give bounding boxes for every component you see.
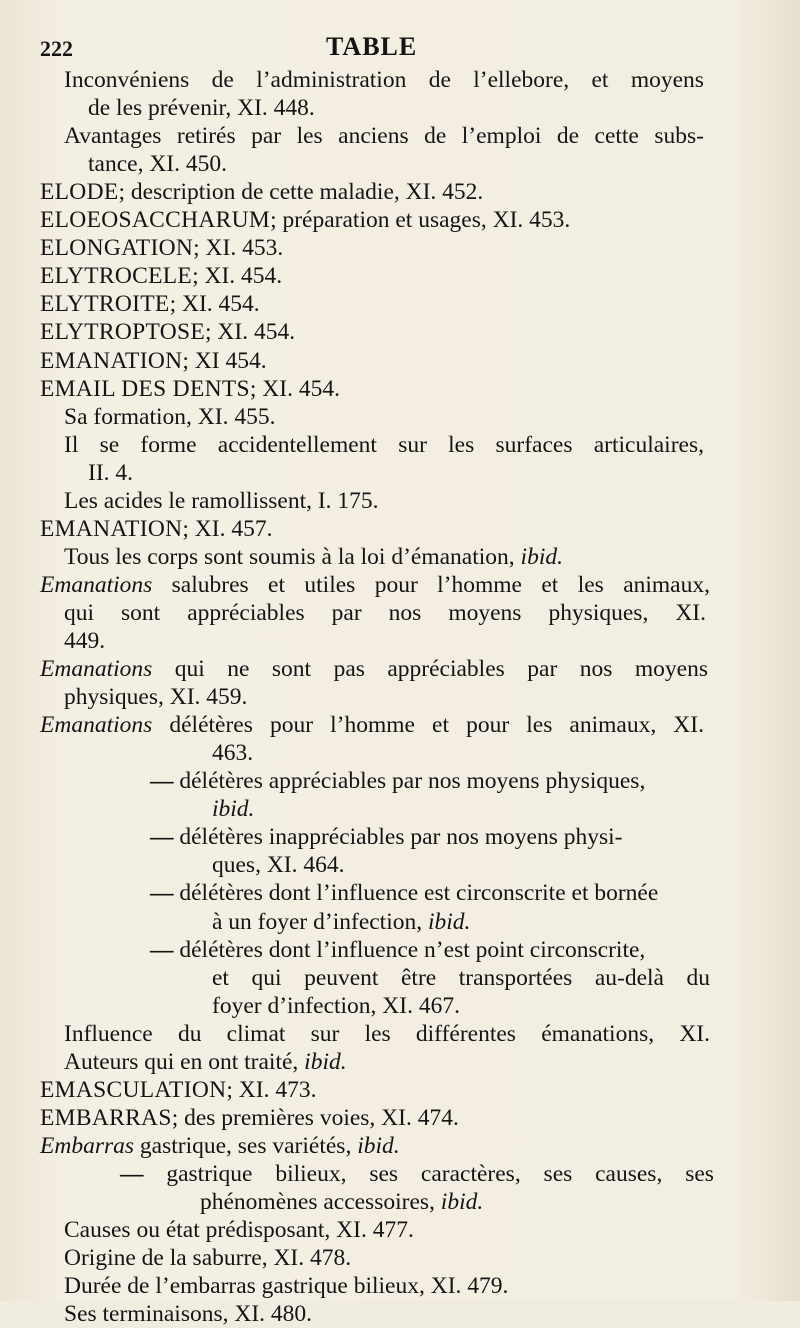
index-line [88,459,133,487]
entry-heading: ELYTROITE [40,291,170,318]
line-text: de [556,123,580,150]
line-text: gastrique [166,1160,253,1187]
index-line [150,767,645,795]
index-line [212,908,470,936]
line-text: sont [121,599,161,626]
entry-heading: EMAIL DES DENTS [40,375,250,402]
line-text: délétères appréciables par nos moyens physiques, [179,768,646,795]
italic-text: ibid. [304,1048,347,1075]
line-text: ; XI. 454. [192,263,283,290]
line-text: physiques, [548,599,649,626]
line-text: Causes ou état prédisposant, XI. 477. [64,1217,414,1244]
line-text: du [177,1020,202,1047]
line-text: XI. [673,712,704,739]
index-line [40,655,708,683]
line-text: Ses terminaisons, XI. 480. [64,1301,313,1328]
index-line [64,403,275,431]
italic-text: Emanations [40,712,153,739]
entry-heading: ELYTROPTOSE [40,319,206,346]
line-text: les [296,123,323,150]
dash-marker: — [150,936,180,963]
line-text: appréciables [187,599,305,626]
line-text: pour [269,712,314,739]
index-line [88,150,227,178]
index-line [40,375,340,403]
line-text: ; XI. 454. [249,375,340,402]
line-text: retirés [176,123,236,150]
line-text: et [541,571,559,598]
line-text: l’emploi [461,123,542,150]
line-text: animaux, [569,712,657,739]
dash-marker: — [150,824,180,851]
index-line [88,94,315,122]
line-text: ne [227,656,250,683]
line-text: délétères dont l’influence n’est point circonscrite, [179,936,646,963]
line-text: pas [333,656,365,683]
line-text: l’homme [330,712,415,739]
line-text: délétères inappréciables par nos moyens physi- [179,824,623,851]
line-text: sont [271,656,312,683]
page-header [0,32,800,66]
index-line [64,1216,414,1244]
italic-text: ibid. [520,543,563,570]
line-text: appréciables [387,656,505,683]
entry-heading: ELOEOSACCHARUM [40,207,271,234]
index-line [64,66,704,94]
line-text: subs- [654,123,704,150]
line-text: se [99,431,120,458]
index-line [64,1048,347,1076]
line-text: à un foyer d’infection, [212,908,428,935]
line-text: sur [398,431,427,458]
line-text: forme [140,431,197,458]
line-text: cette [594,123,639,150]
line-text: ; XI. 457. [182,515,273,542]
line-text: ques, XI. 464. [212,852,345,879]
line-text: être [400,964,437,991]
line-text: les [526,712,553,739]
index-line [64,1272,508,1300]
line-text: Tous les corps sont soumis à la loi d’émanation, [64,543,521,570]
line-text: qui [251,964,282,991]
line-text: surfaces [495,431,573,458]
line-text: par [527,656,558,683]
line-text: foyer d’infection, XI. 467. [212,992,460,1019]
index-line [64,543,563,571]
index-line [40,318,295,346]
entry-heading: EMANATION [40,347,183,374]
entry-heading: EMASCULATION [40,1076,227,1103]
line-text: délétères [169,712,253,739]
index-line [200,1188,483,1216]
line-text: de [424,123,447,150]
line-text: sur [310,1020,340,1047]
line-text: Les acides le ramollissent, I. 175. [64,487,379,514]
line-text: peuvent [304,964,379,991]
index-line [40,234,283,262]
index-line [212,739,253,767]
line-text: gastrique, ses variétés, [134,1132,358,1159]
index-line [64,487,379,515]
index-line [64,599,706,627]
italic-text: Embarras [40,1132,135,1159]
dash-marker: — [150,768,180,795]
line-text: Avantages [64,123,162,150]
line-text: utiles [304,571,356,598]
line-text: transportées [458,964,573,991]
line-text: II. 4. [88,459,134,486]
line-text: Il [64,431,79,458]
line-text: et [432,712,449,739]
line-text: ; XI. 454. [169,291,260,318]
line-text: de [211,67,234,93]
line-text: et [212,964,229,991]
line-text: Durée de l’embarras gastrique bilieux, XI. 479. [64,1273,509,1300]
line-text: ses [685,1160,714,1187]
line-text: ; XI. 473. [226,1076,317,1103]
index-line [40,347,267,375]
index-line [64,1244,351,1272]
index-line [64,1300,312,1328]
index-line [40,290,260,318]
italic-text: ibid. [428,908,471,935]
italic-text: ibid. [357,1132,400,1159]
line-text: délétères dont l’influence est circonscrite et bornée [179,880,659,907]
line-text: ses [543,1160,573,1187]
line-text: articulaires, [593,431,704,458]
line-text: ses [369,1160,399,1187]
index-line [64,431,704,459]
line-text: et [591,67,609,93]
line-text: émanations, [541,1020,655,1047]
line-text: Influence [64,1020,153,1047]
line-text: qui [174,656,205,683]
page-number: 222 [40,36,73,61]
index-line [212,964,710,992]
index-line [40,262,282,290]
line-text: phénomènes accessoires, [200,1189,441,1215]
line-text: les [364,1020,391,1047]
dash-marker: — [120,1160,144,1187]
index-line [150,879,658,907]
index-line [150,823,622,851]
line-text: nos [388,599,422,626]
line-text: caractères, [420,1160,521,1187]
line-text: physiques, XI. 459. [64,684,248,711]
index-line [212,795,254,823]
line-text: ; XI. 453. [193,235,284,262]
line-text: XI. [679,1020,710,1047]
index-line [40,206,570,234]
line-text: et [268,571,286,598]
line-text: Auteurs qui en ont traité, [64,1048,305,1075]
line-text: ; description de cette maladie, XI. 452. [118,179,484,206]
index-line [40,711,704,739]
line-text: au-delà [594,964,664,991]
index-line [64,122,704,150]
entry-heading: ELODE [40,179,119,206]
line-text: de [428,67,451,93]
line-text: 449. [64,628,106,654]
line-text: ; préparation et usages, XI. 453. [270,207,571,234]
entry-heading: EMANATION [40,515,183,542]
entry-heading: ELONGATION [40,235,194,262]
italic-text: Emanations [40,656,153,683]
index-line [40,1132,400,1160]
line-text: 463. [212,740,254,767]
line-text: du [686,964,710,991]
line-text: accidentellement [217,431,377,458]
line-text: qui [64,599,95,626]
index-line [64,627,105,655]
index-line [40,178,483,206]
line-text: nos [579,656,613,683]
line-text: l’ellebore, [473,67,570,93]
entry-heading: ELYTROCELE [40,263,193,290]
line-text: par [251,123,282,150]
italic-text: Emanations [40,571,153,598]
italic-text: ibid. [440,1189,484,1215]
index-line [40,1104,459,1132]
line-text: bilieux, [275,1160,347,1187]
line-text: les [448,431,475,458]
index-line [212,851,345,879]
line-text: ; XI 454. [182,347,267,374]
line-text: les [577,571,604,598]
running-title: TABLE [326,32,418,61]
line-text: Origine de la saburre, XI. 478. [64,1245,352,1272]
line-text: salubres [171,571,249,598]
line-text: climat [226,1020,286,1047]
index-line [40,571,710,599]
index-line [40,1076,316,1104]
line-text: différentes [415,1020,516,1047]
index-line [212,992,460,1020]
line-text: Sa formation, XI. 455. [64,403,276,430]
line-text: tance, XI. 450. [88,151,227,178]
italic-text: ibid. [212,796,255,823]
line-text: causes, [595,1160,663,1187]
line-text: moyens [630,67,704,93]
line-text: l’administration [256,67,407,93]
line-text: de les prévenir, XI. 448. [88,95,315,122]
line-text: ; XI. 454. [205,319,296,346]
line-text: pour [374,571,418,598]
line-text: par [331,599,362,626]
line-text: l’homme [437,571,522,598]
entry-heading: EMBARRAS [40,1104,172,1131]
line-text: pour [466,712,510,739]
line-text: anciens [338,123,409,150]
line-text: XI. [675,599,706,626]
index-line [40,515,272,543]
index-line [120,1160,714,1188]
line-text: Inconvéniens [64,67,190,93]
line-text: animaux, [623,571,710,598]
index-line [64,683,247,711]
line-text: moyens [448,599,522,626]
line-text: moyens [634,656,708,683]
line-text: ; des premières voies, XI. 474. [171,1104,459,1131]
dash-marker: — [150,880,180,907]
index-line [64,1020,710,1048]
index-line [150,936,645,964]
